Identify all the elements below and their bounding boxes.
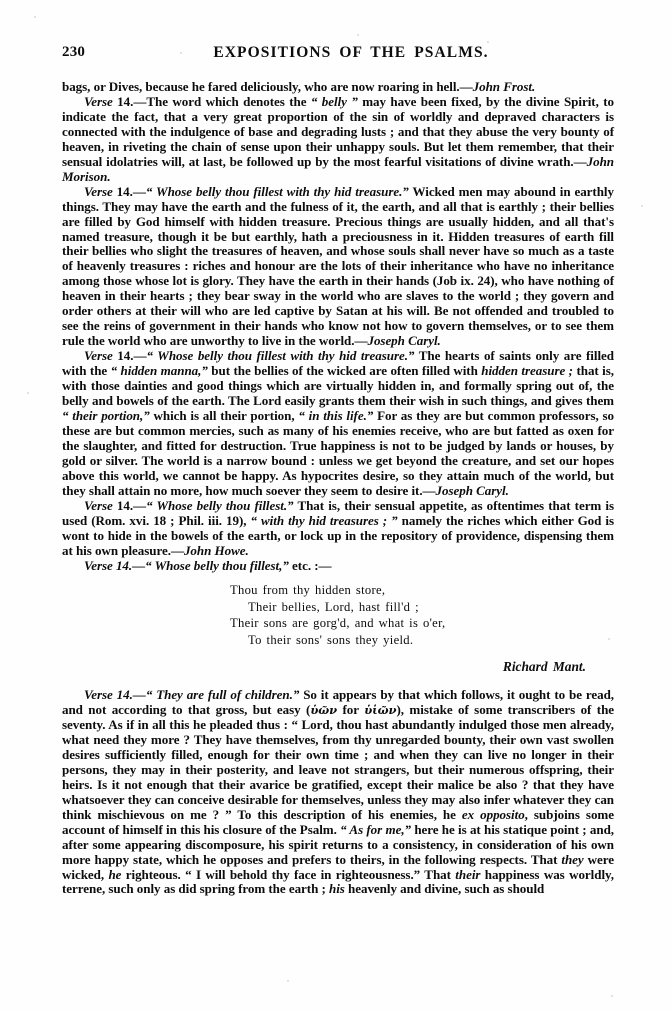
quoted-phrase: “ belly ” [310, 93, 358, 109]
verse-number: 14.— [112, 497, 147, 513]
quoted-phrase: “ in this life.” [298, 407, 374, 423]
paragraph-segment: That [420, 866, 456, 882]
quoted-phrase: “ They are full of children.” [145, 687, 300, 703]
emphasis: ex opposito [461, 806, 525, 822]
paragraph-segment: The hearts of saints only are filled with the [62, 348, 614, 379]
greek-word: ὑῶν [310, 703, 338, 718]
emphasis: hidden treasure ; [481, 363, 573, 379]
quoted-phrase: “ Whose belly thou fillest.” [146, 497, 294, 513]
paragraph-segment: That is, their sensual appetite, as oftentimes that term is used (Rom. xvi. 18 ; Phil. iii. 19), [62, 497, 615, 528]
paragraph-segment: etc. :— [288, 557, 332, 573]
quoted-phrase: “ Whose belly thou fillest with thy hid treasure.” [146, 348, 415, 364]
scan-speckle [27, 392, 29, 394]
quoted-phrase: “ Lord, thou hast abundantly indulged those men already, what need they more ? They have themselves, from thy unregarded bounty, their own vast swollen desires sufficiently filled, enough for their own time ; and when they can live no longer in their persons, they may in their posterity, and leave not strangers, but their numerous offspring, their heirs. Is it not enough that their avarice be gratified, except their malice be also ? that they have whatsoever they can conceive desirable for themselves, unless they may also infer whatever they can think mischievous on me ? ” [62, 716, 614, 822]
quoted-phrase: “ Whose belly thou fillest,” [145, 557, 289, 573]
verse-number: 14.— [112, 183, 146, 199]
poem-attribution: Richard Mant. [502, 659, 586, 675]
paragraph-frost [62, 80, 614, 95]
quoted-phrase: “ with thy hid treasures ; ” [250, 512, 398, 528]
paragraph-segment: which is all their portion, [149, 407, 299, 423]
verse-number: 14.— [112, 687, 146, 703]
verse-number: 14.— [112, 557, 146, 573]
poem-line: Their sons are gorg'd, and what is o'er, [230, 616, 446, 631]
verse-label: Verse [84, 557, 113, 573]
poem-line: Thou from thy hidden store, [230, 583, 386, 598]
paragraph-morison [62, 95, 614, 185]
paragraph-lead: The word which denotes the [146, 93, 311, 109]
paragraph-segment: ), mistake of some transcribers of the seventy. As if in all this he pleaded thus : [62, 702, 615, 732]
paragraph-segment: To this description of his enemies, he [231, 806, 462, 822]
emphasis: his [329, 881, 345, 897]
paragraph-text: may have been fixed, by the divine Spirit, to indicate the fact, that a very great proportion of the sin of worldly and depraved characters is connected with the indulgence of base and degrading lusts ; and that they abuse the very bounty of heaven, in riveting the chain of sense upon their unhappy souls. But let them remember, that their sensual idolatries will, at last, be followed up by the most fearful visitations of divine wrath.— [62, 93, 614, 169]
scan-speckle [611, 995, 613, 997]
emphasis: they [561, 851, 584, 867]
paragraph-howe [62, 499, 614, 559]
paragraph-segment: righteous. [121, 866, 186, 882]
text-column [62, 80, 614, 897]
paragraph-segment: for [337, 702, 365, 718]
scan-speckle [287, 980, 289, 982]
paragraph-text: Wicked men may abound in earthly things. They may have the earth and the fulness of it, the earth, and all that is earthly ; their bellies are filled by God himself with hidden treasure. Precious things are usually hidden, and all that's named treasure, though it be but earthly, hath a preciousness in it. Hidden treasures of earth fill their bellies who slight the treasures of heaven, and whose souls shall never have so much as a taste of heavenly treasures : riches and honour are the lots of their inheritance who have no inheritance among those whose lot is glory. They have the earth in their hands (Job ix. 24), who have nothing of heaven in their hearts ; they bear sway in the world who are slaves to the world ; they govern and order others at their will who are led captive by Satan at his will. Be not offended and troubled to see the reins of government in their hands who know not how to govern themselves, or to see them rule the world who are unworthy to live in the world.— [62, 183, 614, 349]
scan-speckle [34, 16, 36, 18]
scan-speckle [487, 41, 489, 43]
attribution: John Howe. [183, 542, 249, 558]
paragraph-segment: but the bellies of the wicked are often filled with [207, 363, 482, 379]
paragraph-mant-intro [62, 559, 614, 574]
quoted-phrase: “ Whose belly thou fillest with thy hid treasure.” [145, 183, 409, 199]
verse-label: Verse [84, 497, 113, 513]
emphasis: their [455, 866, 481, 882]
attribution: John Frost. [472, 79, 536, 94]
verse-number: 14.— [112, 93, 147, 109]
poem-line: Their bellies, Lord, hast fill'd ; [248, 599, 419, 614]
page-number: 230 [62, 44, 86, 60]
quoted-phrase: “ their portion,” [62, 407, 150, 423]
verse-label: Verse [84, 687, 113, 703]
quoted-phrase: “ hidden manna,” [110, 363, 208, 379]
paragraph-segment: were wicked, [62, 851, 614, 882]
paragraph-segment: namely the riches which either God is wont to hide in the bowels of the earth, or lock up in the repository of providence, dispensing them at his own pleasure.— [62, 512, 614, 558]
paragraph-segment: heavenly and divine, such as should [344, 881, 545, 897]
verse-label: Verse [84, 348, 113, 364]
quoted-phrase: “ As for me,” [340, 821, 412, 837]
verse-number: 14.— [112, 348, 147, 364]
verse-label: Verse [84, 93, 113, 109]
paragraph-segment: that is, with those dainties and good things which are virtually hidden in, and formally spring out of, the belly and bowels of the earth. The Lord easily grants them their wish in such things, and gives them [62, 363, 614, 409]
poem-line: To their sons' sons they yield. [248, 632, 414, 647]
attribution: Joseph Caryl. [435, 482, 509, 498]
verse-label: Verse [84, 183, 113, 199]
attribution: John Morison. [62, 153, 614, 184]
paragraph-segment: happiness was worldly, terrene, such only as did spring from the earth ; [62, 866, 614, 897]
paragraph-segment: here he is at his statique point ; and, after some appearing discomposure, his spirit returns to a consistency, in consideration of his own more happy state, which he opposes and prefers to theirs, in the following respects. That [62, 821, 614, 867]
paragraph-caryl-1 [62, 185, 614, 349]
attribution: Joseph Caryl. [367, 333, 441, 349]
scan-speckle [357, 34, 359, 36]
paragraph-final [62, 688, 614, 897]
running-head [62, 44, 614, 66]
paragraph-segment: So it appears by that which follows, it ought to be read, and not according to that gross, but easy ( [62, 687, 614, 718]
page-title: EXPOSITIONS OF THE PSALMS. [213, 44, 489, 61]
paragraph-caryl-2 [62, 349, 614, 499]
greek-word: ὑἱῶν [364, 703, 397, 718]
emphasis: he [108, 866, 122, 882]
poem-block [62, 582, 614, 648]
paragraph-segment: For as they are but common professors, so these are but common mercies, such as many of his enemies receive, who are but fatted as oxen for the slaughter, and fitted for destruction. True happiness is not to be judged by lands or houses, by gold or silver. The world is a narrow bound : unless we get beyond the creature, and set our hopes above this world, we cannot be happy. As hypocrites desire, so they attain much of the world, but they shall attain no more, how much soever they seem to desire it.— [62, 407, 614, 498]
paragraph-segment: , subjoins some account of himself in this his closure of the Psalm. [62, 806, 614, 837]
paragraph-text: bags, or Dives, because he fared deliciously, who are now roaring in hell.— [62, 79, 473, 94]
quoted-phrase: “ I will behold thy face in righteousness.” [185, 866, 421, 882]
scan-speckle [641, 205, 643, 207]
